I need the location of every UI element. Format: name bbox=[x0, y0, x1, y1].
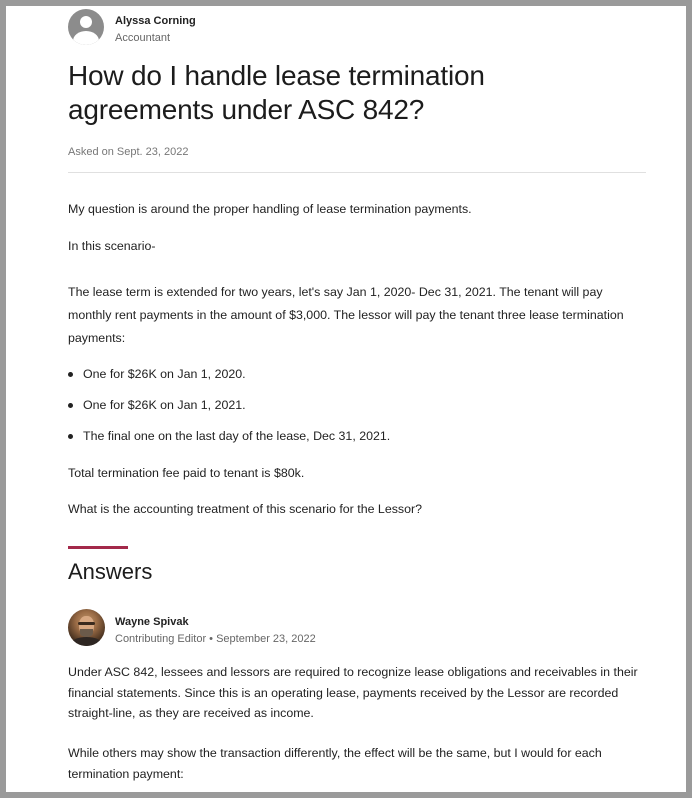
answer-paragraph: Under ASC 842, lessees and lessors are required to recognize lease obligations and receivables in their financial statements. Since this is an operating lease, payments received by the Lessor are recorded straight-line, as they are received as income. bbox=[68, 665, 638, 720]
question-author-role: Accountant bbox=[115, 32, 171, 44]
avatar-beard-shape bbox=[80, 629, 93, 637]
list-item bbox=[68, 425, 648, 456]
question-paragraph: My question is around the proper handling of lease termination payments. bbox=[68, 202, 472, 216]
list-item bbox=[68, 394, 648, 425]
question-paragraph: What is the accounting treatment of this scenario for the Lessor? bbox=[68, 502, 423, 516]
list-item-text: One for $26K on Jan 1, 2020. bbox=[83, 367, 246, 381]
avatar-shirt-shape bbox=[71, 637, 102, 646]
answer-author bbox=[68, 609, 468, 649]
answer-author-meta: Contributing Editor • September 23, 2022 bbox=[115, 633, 316, 645]
answer-paragraph: While others may show the transaction differently, the effect will be the same, but I would for each termination payment: bbox=[68, 746, 602, 781]
bullet-icon bbox=[68, 434, 73, 439]
header-divider bbox=[68, 172, 646, 173]
bullet-icon bbox=[68, 372, 73, 377]
question-author-name[interactable]: Alyssa Corning bbox=[115, 15, 196, 27]
bullet-icon bbox=[68, 403, 73, 408]
avatar-glasses-shape bbox=[78, 622, 95, 625]
page-frame bbox=[6, 6, 686, 792]
avatar[interactable] bbox=[68, 609, 105, 646]
answers-accent-bar bbox=[68, 546, 128, 549]
list-item-text: The final one on the last day of the lease, Dec 31, 2021. bbox=[83, 429, 391, 443]
asked-date: Asked on Sept. 23, 2022 bbox=[68, 146, 189, 158]
avatar-head-shape bbox=[80, 16, 92, 28]
question-paragraph: Total termination fee paid to tenant is $80k. bbox=[68, 466, 305, 480]
question-paragraph: The lease term is extended for two years, let's say Jan 1, 2020- Dec 31, 2021. The tenant will pay monthly rent payments in the amount of $3,000. The lessor will pay the tenant three lease termination payments: bbox=[68, 285, 624, 345]
list-item-text: One for $26K on Jan 1, 2021. bbox=[83, 398, 246, 412]
answers-heading: Answers bbox=[68, 559, 153, 584]
question-title: How do I handle lease termination agreements under ASC 842? bbox=[68, 60, 485, 125]
question-paragraph: In this scenario- bbox=[68, 239, 156, 253]
answer-author-name[interactable]: Wayne Spivak bbox=[115, 616, 189, 628]
termination-payments-list bbox=[68, 363, 648, 456]
user-placeholder-icon[interactable] bbox=[68, 9, 104, 45]
avatar-shoulders-shape bbox=[73, 31, 99, 45]
list-item bbox=[68, 363, 648, 394]
question-author bbox=[68, 9, 468, 47]
